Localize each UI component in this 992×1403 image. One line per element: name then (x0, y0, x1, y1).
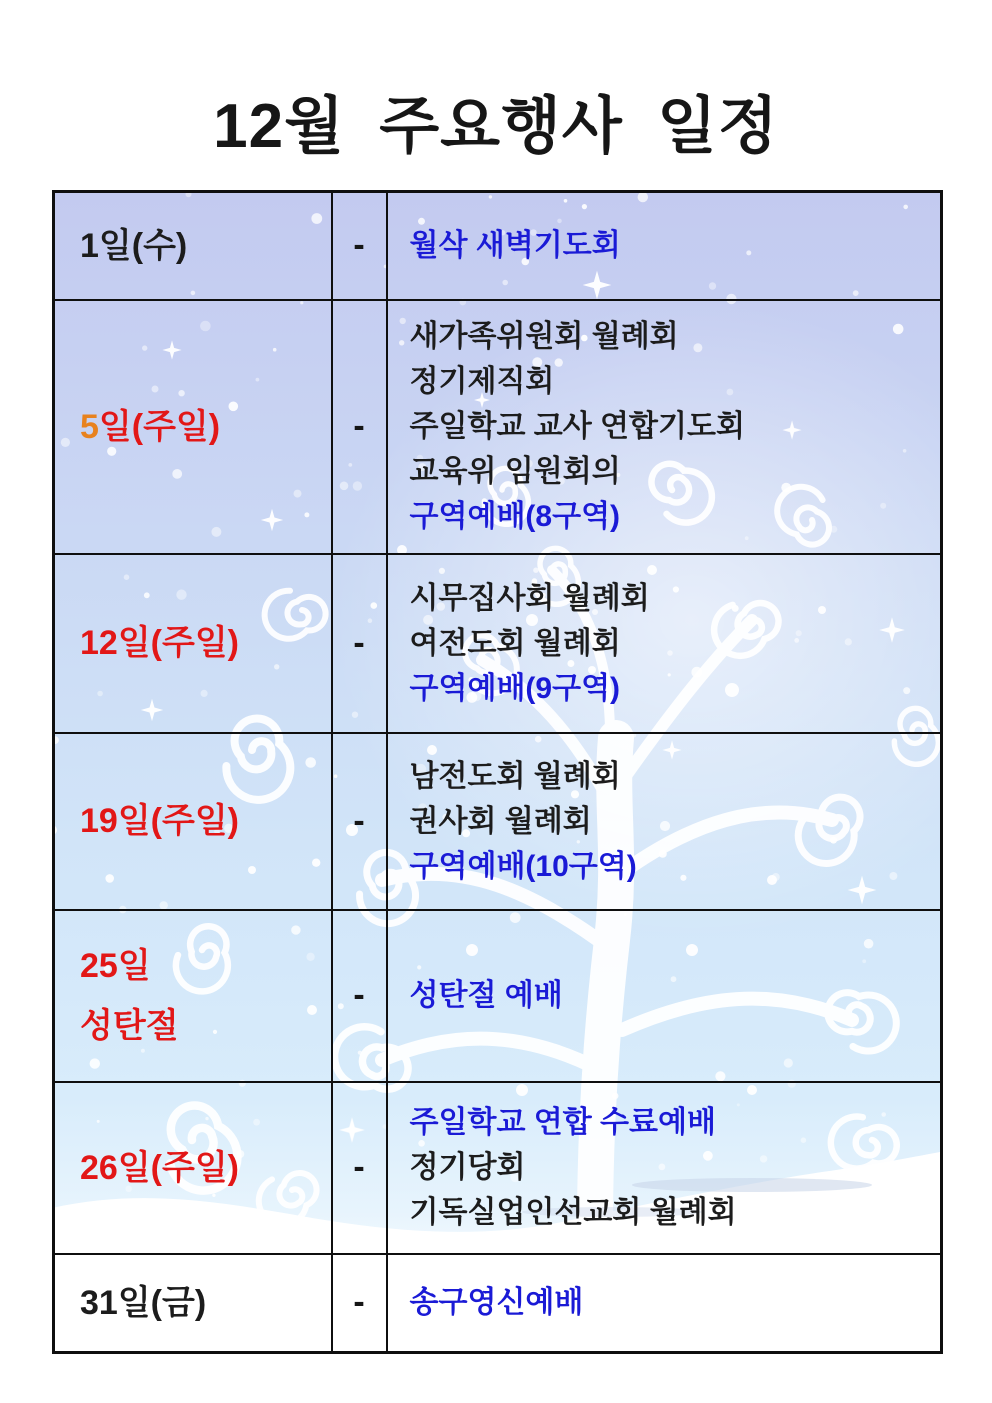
page-title: 12월 주요행사 일정 (213, 92, 779, 161)
event-label: 기독실업인선교회 월례회 (409, 1196, 737, 1229)
date-cell (54, 300, 332, 554)
dash: - (353, 1283, 365, 1322)
schedule-row (54, 910, 942, 1082)
event-label: 새가족위원회 월례회 (409, 320, 679, 353)
events-cell (387, 300, 942, 554)
event-label: 주일학교 교사 연합기도회 (409, 410, 745, 443)
dash-cell (332, 554, 387, 733)
event-label: 송구영신예배 (409, 1286, 584, 1320)
date-cell (54, 192, 332, 300)
dash-cell (332, 910, 387, 1082)
dash-cell (332, 192, 387, 300)
date-cell (54, 1082, 332, 1254)
date-cell (54, 1254, 332, 1353)
date-label: 31일(금) (80, 1283, 207, 1322)
event-label: 정기당회 (409, 1151, 526, 1184)
dash: - (353, 976, 365, 1014)
event-label: 구역예배(8구역) (409, 500, 621, 533)
schedule-table (52, 190, 943, 1354)
events-cell (387, 554, 942, 733)
date-label: 26일(주일) (80, 1148, 239, 1187)
date-label: 25일 (80, 946, 151, 985)
events-cell (387, 192, 942, 300)
event-label: 구역예배(9구역) (409, 671, 621, 705)
dash-cell (332, 733, 387, 910)
schedule-row (54, 1082, 942, 1254)
date-label: 1일(수) (80, 226, 188, 265)
schedule-row (54, 1254, 942, 1353)
schedule-area (52, 190, 940, 1351)
event-label: 권사회 월례회 (409, 804, 592, 838)
dash: - (353, 407, 365, 445)
dash: - (353, 1148, 365, 1186)
date-cell (54, 733, 332, 910)
date-label: 12일(주일) (80, 624, 239, 662)
dash-cell (332, 1254, 387, 1353)
date-label: 19일(주일) (80, 802, 239, 840)
dash-cell (332, 300, 387, 554)
event-label: 성탄절 예배 (409, 979, 563, 1012)
event-label: 여전도회 월례회 (409, 626, 621, 660)
events-cell (387, 1254, 942, 1353)
event-label: 주일학교 연합 수료예배 (409, 1106, 716, 1139)
schedule-rows (54, 192, 942, 1353)
dash: - (353, 226, 365, 265)
date-cell (54, 910, 332, 1082)
schedule-row (54, 554, 942, 733)
events-cell (387, 910, 942, 1082)
date-cell (54, 554, 332, 733)
event-label: 남전도회 월례회 (409, 759, 621, 793)
event-label: 구역예배(10구역) (409, 849, 637, 883)
event-label: 시무집사회 월례회 (409, 581, 650, 615)
events-cell (387, 733, 942, 910)
dash-cell (332, 1082, 387, 1254)
schedule-row (54, 192, 942, 300)
dash: - (353, 623, 365, 662)
schedule-row (54, 733, 942, 910)
date-label: 성탄절 (80, 1006, 179, 1045)
schedule-row (54, 300, 942, 554)
event-label: 교육위 임원회의 (409, 455, 621, 488)
event-label: 정기제직회 (409, 365, 555, 398)
event-label: 월삭 새벽기도회 (409, 229, 621, 263)
events-cell (387, 1082, 942, 1254)
dash: - (353, 801, 365, 840)
date-label: 5일(주일) (80, 407, 221, 446)
